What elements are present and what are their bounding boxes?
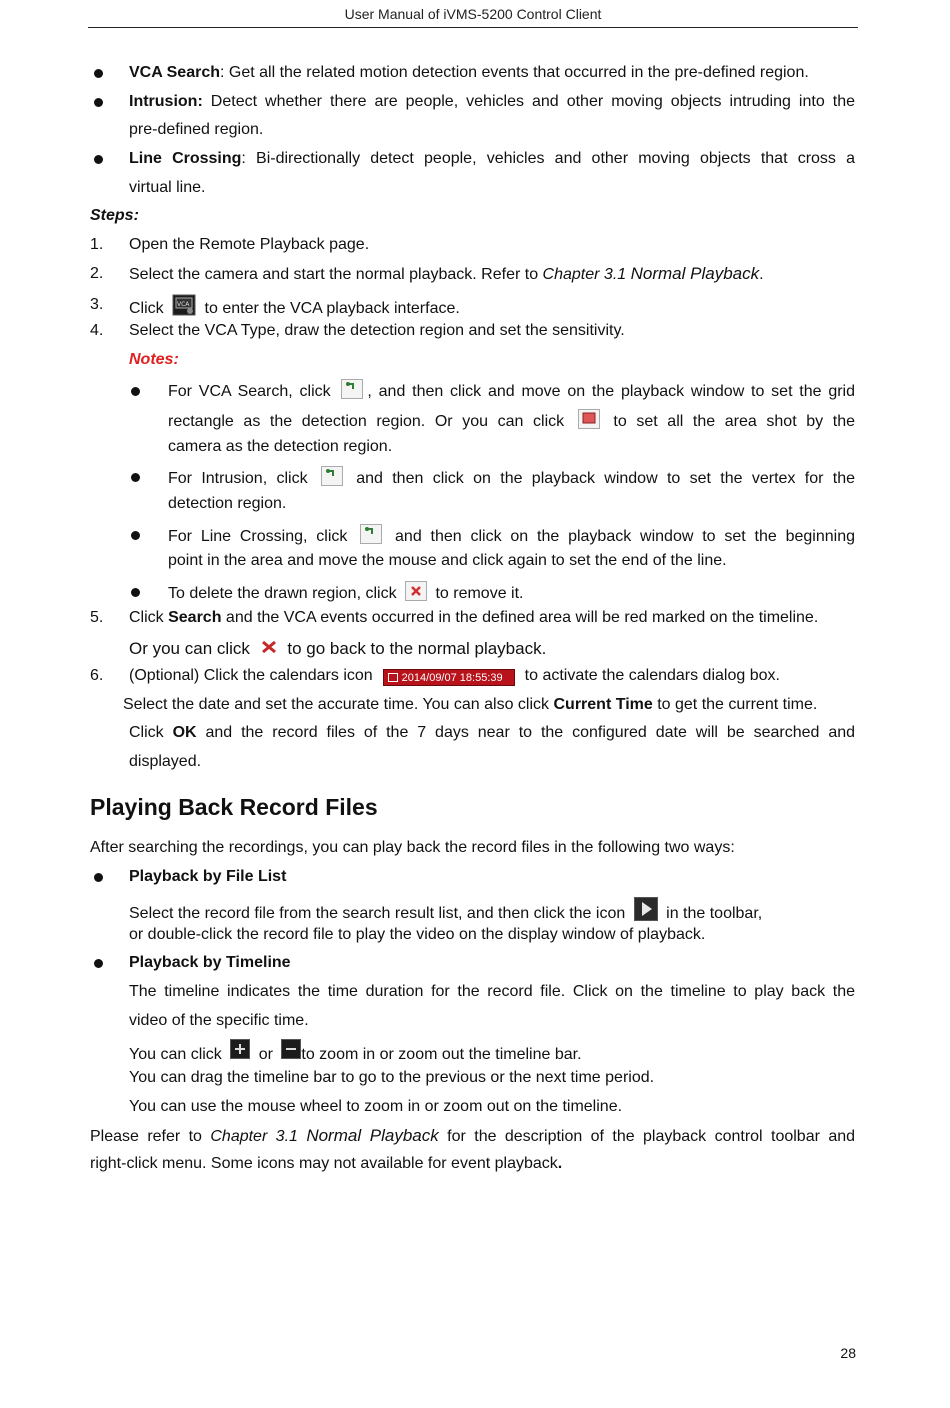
page-header: User Manual of iVMS-5200 Control Client xyxy=(88,5,858,28)
note-intrusion xyxy=(168,466,855,490)
bullet xyxy=(131,531,140,540)
step-6-line: displayed. xyxy=(129,753,202,770)
bullet xyxy=(94,959,103,968)
text: Click xyxy=(129,300,169,317)
text: in the toolbar, xyxy=(661,905,763,922)
definition: : Get all the related motion detection events that occurred in the pre-defined region. xyxy=(220,64,809,81)
definition: : Bi-directionally detect people, vehicles and other moving objects that cross a xyxy=(241,150,856,167)
text: to zoom in or zoom out the timeline bar. xyxy=(301,1046,582,1063)
playback-file-list-title xyxy=(129,866,286,888)
step-number: 6. xyxy=(90,667,104,684)
text: or xyxy=(254,1046,278,1063)
chapter-title: Normal Playback xyxy=(306,1126,439,1145)
text: to enter the VCA playback interface. xyxy=(200,300,460,317)
calendar-icon[interactable] xyxy=(383,669,515,686)
steps-label-text: Steps: xyxy=(90,207,139,224)
bullet xyxy=(94,873,103,882)
search-term: Search xyxy=(168,609,222,626)
notes-label xyxy=(129,349,179,371)
step-6 xyxy=(129,665,780,687)
calendar-glyph xyxy=(388,673,398,682)
playback-timeline-title xyxy=(129,952,291,974)
play-icon[interactable] xyxy=(634,897,658,921)
text: For Line Crossing, click xyxy=(168,528,357,545)
note-delete xyxy=(168,581,524,605)
text: and the record files of the 7 days near to the configured date will be searched and xyxy=(196,724,856,741)
vca-search-item xyxy=(129,62,809,84)
ok-term: OK xyxy=(172,724,197,741)
text: For VCA Search, click xyxy=(168,383,338,400)
text: to get the current time. xyxy=(652,696,818,713)
chapter-ref: Chapter 3.1 xyxy=(542,266,631,283)
text: for the description of the playback control toolbar and xyxy=(438,1128,856,1145)
text: Click xyxy=(129,609,169,626)
step-6-line xyxy=(123,694,817,716)
text: to set all the area shot by the xyxy=(603,413,855,430)
notes-label-text: Notes: xyxy=(129,351,179,368)
vertex-draw-icon[interactable] xyxy=(321,466,343,486)
full-area-icon[interactable] xyxy=(578,409,600,429)
step-3 xyxy=(129,294,460,320)
text: You can click xyxy=(129,1046,227,1063)
text: Select the record file from the search result list, and then click the icon xyxy=(129,905,630,922)
period: . xyxy=(557,1155,563,1172)
step-1: Open the Remote Playback page. xyxy=(129,236,370,253)
text: and the VCA events occurred in the defined area will be red marked on the timeline. xyxy=(221,609,819,626)
intrusion-item xyxy=(129,91,855,113)
zoom-out-icon[interactable] xyxy=(281,1039,301,1059)
bullet xyxy=(94,155,103,164)
bullet xyxy=(131,387,140,396)
definition: Detect whether there are people, vehicles and other moving objects intruding into the xyxy=(202,93,855,110)
step-2 xyxy=(129,263,764,286)
text-line xyxy=(129,897,762,925)
delete-region-icon[interactable] xyxy=(405,581,427,601)
current-time-term: Current Time xyxy=(553,696,653,713)
line-draw-icon[interactable] xyxy=(360,524,382,544)
step-number: 3. xyxy=(90,296,104,313)
step-6-line xyxy=(129,722,855,744)
text: to remove it. xyxy=(431,585,524,602)
text: , and then click and move on the playback window to set the grid xyxy=(367,383,856,400)
step-5-line xyxy=(129,637,546,660)
text-line: You can use the mouse wheel to zoom in or zoom out on the timeline. xyxy=(129,1098,623,1115)
steps-label xyxy=(90,205,139,227)
step-5 xyxy=(129,607,818,629)
text: to activate the calendars dialog box. xyxy=(524,667,780,684)
text: (Optional) Click the calendars icon xyxy=(129,667,373,684)
text: right-click menu. Some icons may not available for event playback xyxy=(90,1155,558,1172)
grid-draw-icon[interactable] xyxy=(341,379,363,399)
text: Select the date and set the accurate time. You can also click xyxy=(123,696,554,713)
note-line-crossing xyxy=(168,524,855,548)
step-number: 1. xyxy=(90,236,104,253)
note-line: camera as the detection region. xyxy=(168,438,393,455)
bullet xyxy=(131,588,140,597)
text: Please refer to xyxy=(90,1128,211,1145)
back-normal-icon[interactable] xyxy=(259,637,279,657)
term: Playback by Timeline xyxy=(129,954,291,971)
text-line: virtual line. xyxy=(129,179,206,196)
text: and then click on the playback window to set the beginning xyxy=(386,528,856,545)
vca-playback-icon[interactable] xyxy=(172,294,196,316)
bullet xyxy=(94,69,103,78)
chapter-title: Normal Playback xyxy=(630,264,760,283)
line-crossing-item xyxy=(129,148,855,170)
text-line: video of the specific time. xyxy=(129,1012,309,1029)
bullet xyxy=(131,473,140,482)
zoom-in-icon[interactable] xyxy=(230,1039,250,1059)
text: Select the camera and start the normal playback. Refer to xyxy=(129,266,543,283)
text: To delete the drawn region, click xyxy=(168,585,402,602)
closing-text xyxy=(90,1125,855,1148)
text: Or you can click xyxy=(129,639,255,658)
step-number: 5. xyxy=(90,609,104,626)
text-line: The timeline indicates the time duration for the record file. Click on the timeline to play back the xyxy=(129,983,855,1000)
step-number: 4. xyxy=(90,322,104,339)
term: Line Crossing xyxy=(129,150,242,167)
closing-text-line xyxy=(90,1153,562,1175)
text-line: or double-click the record file to play the video on the display window of playback. xyxy=(129,926,706,943)
note-line: detection region. xyxy=(168,495,287,512)
svg-text:VCA: VCA xyxy=(177,301,190,308)
text-line: You can drag the timeline bar to go to the previous or the next time period. xyxy=(129,1069,655,1086)
text-line: pre-defined region. xyxy=(129,121,264,138)
text: and then click on the playback window to set the vertex for the xyxy=(346,470,855,487)
note-line: point in the area and move the mouse and click again to set the end of the line. xyxy=(168,552,727,569)
text: For Intrusion, click xyxy=(168,470,317,487)
text: rectangle as the detection region. Or you can click xyxy=(168,413,574,430)
chapter-ref: Chapter 3.1 xyxy=(210,1128,307,1145)
note-line xyxy=(168,409,855,433)
step-4: Select the VCA Type, draw the detection region and set the sensitivity. xyxy=(129,322,625,339)
term: VCA Search xyxy=(129,64,220,81)
calendar-value: 2014/09/07 18:55:39 xyxy=(401,671,503,684)
text-line xyxy=(129,1039,582,1066)
term: Playback by File List xyxy=(129,868,287,885)
text: to go back to the normal playback. xyxy=(282,639,547,658)
note-vca-search xyxy=(168,379,855,403)
step-number: 2. xyxy=(90,265,104,282)
term: Intrusion: xyxy=(129,93,203,110)
section-title: Playing Back Record Files xyxy=(90,794,378,820)
bullet xyxy=(94,98,103,107)
page-number: 28 xyxy=(840,1345,856,1361)
intro-text: After searching the recordings, you can play back the record files in the following two ways: xyxy=(90,839,735,856)
text: Click xyxy=(129,724,173,741)
text: . xyxy=(759,266,764,283)
